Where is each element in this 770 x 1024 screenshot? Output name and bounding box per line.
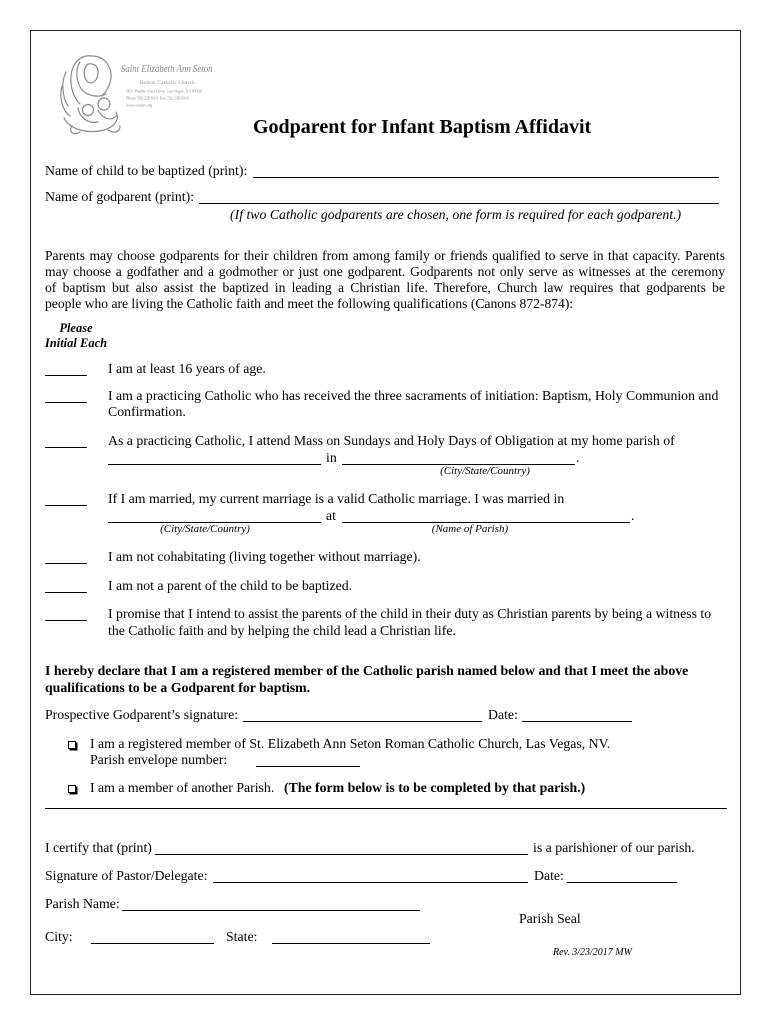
qualification-text: I am at least 16 years of age. [108,361,266,376]
line-end-period: . [631,508,635,523]
initial-field-3[interactable] [45,433,87,448]
qualification-text: I am a practicing Catholic who has received the three sacraments of initiation: Baptism, Holy Communion and [108,388,719,403]
certify-label: I certify that (print) [45,840,152,855]
godparent-signature-label: Prospective Godparent’s signature: [45,707,239,722]
logo-contact-block [126,88,202,109]
other-parish-checkbox[interactable] [68,785,76,793]
initial-header-line2: Initial Each [44,336,108,350]
logo-phone-fax: Phone 702.228.8311 Fax 702.228.8310 [126,96,189,101]
logo-website: www.seasnv.org [126,103,153,108]
initial-header-line1: Please [59,321,93,335]
logo-parish-name: Saint Elizabeth Ann Seton [121,63,213,75]
signature-date-label: Date: [488,707,518,722]
marriage-parish-field[interactable] [342,508,630,523]
connector-in: in [326,450,337,465]
parish-name-label: Parish Name: [45,896,120,911]
other-parish-text: I am a member of another Parish. [90,780,275,795]
intro-line: people who are living the Catholic faith and meet the following qualifications (Canons 872-874): [45,296,574,311]
initial-field-7[interactable] [45,606,87,621]
qualification-text: If I am married, my current marriage is a valid Catholic marriage. I was married in [108,491,565,506]
child-name-label: Name of child to be baptized (print): [45,163,248,178]
intro-line: may choose a godfather and a godmother or just one godparent. Godparents not only serve as witnesses at the ceremony [45,264,725,279]
city-label: City: [45,929,73,944]
parish-seal-label: Parish Seal [519,911,581,926]
pastor-signature-field[interactable] [213,868,528,883]
initial-field-2[interactable] [45,388,87,403]
state-field[interactable] [272,929,430,944]
pastor-date-label: Date: [534,868,564,883]
intro-line: Parents may choose godparents for their children from among family or friends qualified to serve in that capacity. Parents [45,248,725,263]
home-parish-field[interactable] [108,450,321,465]
parish-name-field[interactable] [122,896,420,911]
envelope-number-label: Parish envelope number: [90,752,228,767]
form-title: Godparent for Infant Baptism Affidavit [253,116,592,138]
line-end-period: . [576,450,580,465]
envelope-number-field[interactable] [256,752,360,767]
city-field[interactable] [91,929,214,944]
home-parish-location-field[interactable] [342,450,575,465]
certify-suffix: is a parishioner of our parish. [533,840,695,855]
logo-address: 1811 Pueblo Vista Drive, Las Vegas, NV 89128 [126,89,203,94]
initial-field-4[interactable] [45,491,87,506]
godparent-name-field[interactable] [199,189,719,204]
certified-name-field[interactable] [155,840,528,855]
name-of-parish-caption: (Name of Parish) [431,523,509,535]
qualification-text: Confirmation. [108,404,186,419]
saint-figure-illustration [58,52,124,136]
declaration-line: I hereby declare that I am a registered member of the Catholic parish named below and that I meet the above [45,663,689,678]
qualification-text: I promise that I intend to assist the parents of the child in their duty as Christian parents by being a witness to [108,606,712,621]
qualification-text: As a practicing Catholic, I attend Mass on Sundays and Holy Days of Obligation at my home parish of [108,433,675,448]
qualification-text: the Catholic faith and by helping the child lead a Christian life. [108,623,456,638]
intro-line: of baptism but also assist the baptized in leading a Christian life. Therefore, Church law requires that godparents be [45,280,725,295]
city-state-country-caption: (City/State/Country) [440,465,530,477]
revision-note: Rev. 3/23/2017 MW [553,947,632,958]
logo-subtitle: Roman Catholic Church [140,80,195,86]
registered-member-text: I am a registered member of St. Elizabeth Ann Seton Roman Catholic Church, Las Vegas, NV. [90,736,611,751]
initial-field-5[interactable] [45,549,87,564]
pastor-date-field[interactable] [567,868,677,883]
registered-member-checkbox[interactable] [68,741,76,749]
qualification-text: I am not cohabitating (living together without marriage). [108,549,421,564]
marriage-location-field[interactable] [108,508,321,523]
signature-date-field[interactable] [522,707,632,722]
qualification-text: I am not a parent of the child to be baptized. [108,578,353,593]
section-divider [45,808,727,809]
connector-at: at [326,508,336,523]
godparent-note: (If two Catholic godparents are chosen, one form is required for each godparent.) [230,207,682,222]
godparent-signature-field[interactable] [243,707,482,722]
city-state-country-caption: (City/State/Country) [160,523,250,535]
initial-field-1[interactable] [45,361,87,376]
other-parish-instruction: (The form below is to be completed by that parish.) [284,780,586,795]
initial-field-6[interactable] [45,578,87,593]
child-name-field[interactable] [253,163,719,178]
godparent-name-label: Name of godparent (print): [45,189,195,204]
declaration-line: qualifications to be a Godparent for baptism. [45,680,311,695]
state-label: State: [226,929,258,944]
pastor-signature-label: Signature of Pastor/Delegate: [45,868,208,883]
